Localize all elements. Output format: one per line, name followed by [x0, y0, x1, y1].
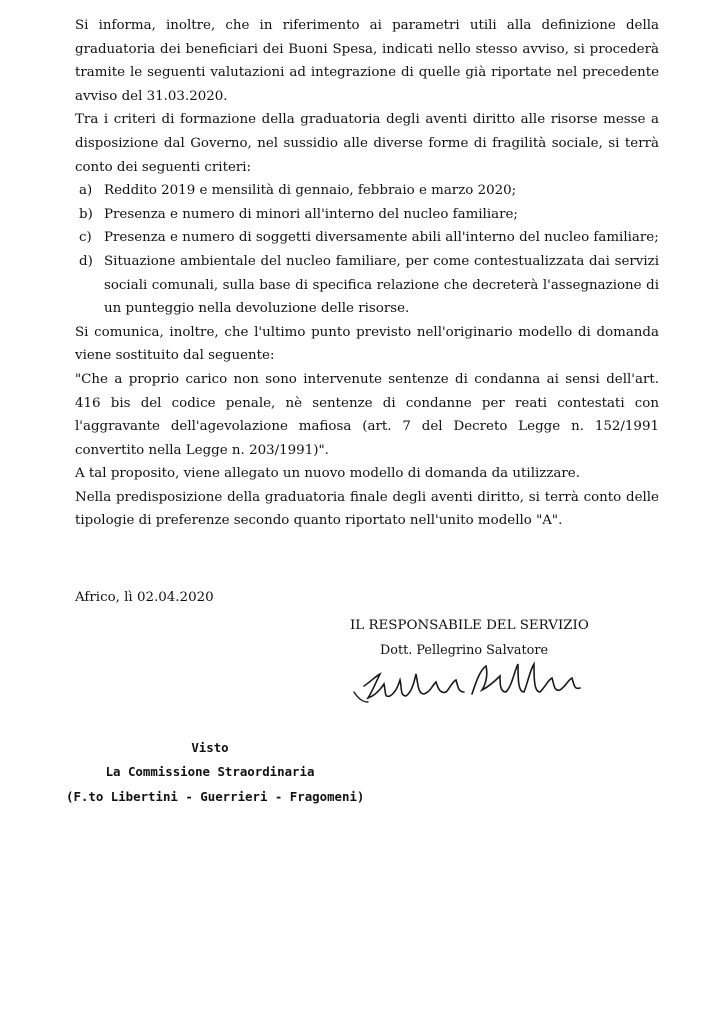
- place-and-date: Africo, lì 02.04.2020: [75, 590, 214, 605]
- list-item-text: Presenza e numero di soggetti diversamente abili all'interno del nucleo familiare;: [104, 230, 659, 246]
- commission-members: (F.to Libertini - Guerrieri - Fragomeni): [66, 788, 365, 804]
- handwritten-signature: [350, 652, 590, 712]
- list-item-text: Presenza e numero di minori all'interno del nucleo familiare;: [104, 206, 518, 222]
- paragraph-replacement-notice: Si comunica, inoltre, che l'ultimo punto previsto nell'originario modello di domanda viene sostituito dal seguente:: [75, 324, 659, 364]
- document-body: [75, 14, 659, 533]
- signatory-title: IL RESPONSABILE DEL SERVIZIO: [350, 618, 589, 633]
- criteria-list: [75, 179, 659, 321]
- list-marker: d): [79, 253, 93, 269]
- visto-block: [66, 736, 365, 809]
- paragraph-preferences: Nella predisposizione della graduatoria finale degli aventi diritto, si terrà conto delle tipologie di preferenze secondo quanto riportato nell'unito modello "A".: [75, 489, 659, 529]
- list-item: [75, 179, 659, 203]
- list-item-text: Situazione ambientale del nucleo familiare, per come contestualizzata dai servizi sociali comunali, sulla base di specifica relazione che decreterà l'assegnazione di un punteggio nella devoluzione delle risorse.: [104, 253, 659, 317]
- list-item: [75, 203, 659, 227]
- list-marker: b): [79, 206, 93, 222]
- paragraph-criteria-intro: Tra i criteri di formazione della graduatoria degli aventi diritto alle risorse messe a disposizione dal Governo, nel sussidio alle diverse forme di fragilità sociale, si terrà conto dei seguenti criteri:: [75, 112, 659, 175]
- paragraph-intro: Si informa, inoltre, che in riferimento ai parametri utili alla definizione della graduatoria dei beneficiari dei Buoni Spesa, indicati nello stesso avviso, si procederà tramite le seguenti valutazioni ad integrazione di quelle già riportate nel precedente avviso del 31.03.2020.: [75, 18, 659, 104]
- signatory-name: Dott. Pellegrino Salvatore: [380, 643, 549, 658]
- list-marker: c): [79, 230, 92, 246]
- list-marker: a): [79, 183, 93, 199]
- paragraph-new-form: A tal proposito, viene allegato un nuovo modello di domanda da utilizzare.: [75, 466, 580, 482]
- commission-name: La Commissione Straordinaria: [105, 764, 315, 780]
- list-item: [75, 226, 659, 250]
- list-item: [75, 250, 659, 321]
- paragraph-quoted-declaration: "Che a proprio carico non sono intervenute sentenze di condanna ai sensi dell'art. 416 bis del codice penale, nè sentenze di condanne per reati contestati con l'aggravante dell'agevolazione mafiosa (art. 7 del Decreto Legge n. 152/1991 convertito nella Legge n. 203/1991)".: [75, 371, 659, 458]
- list-item-text: Reddito 2019 e mensilità di gennaio, febbraio e marzo 2020;: [104, 183, 517, 199]
- visto-label: Visto: [191, 740, 229, 755]
